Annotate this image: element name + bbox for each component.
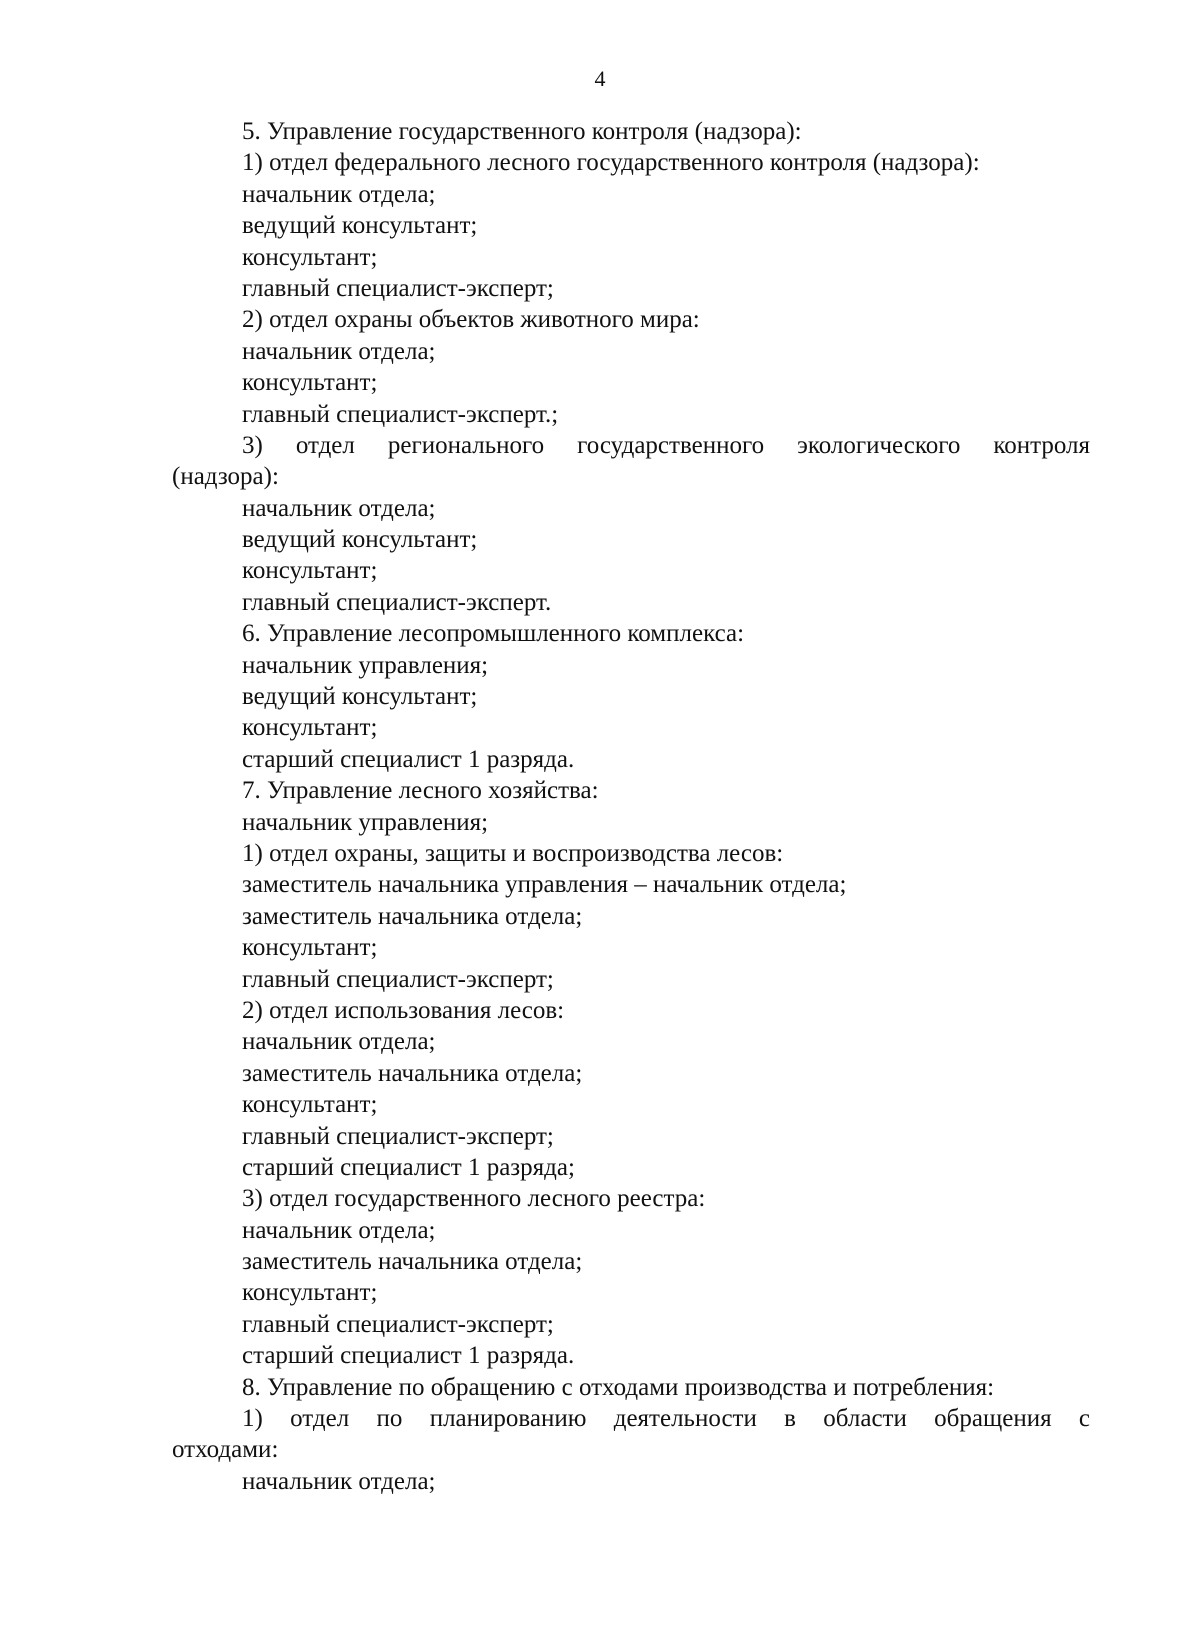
subsection-heading: 3) отдел государственного лесного реестра: (242, 1185, 706, 1213)
position-item: старший специалист 1 разряда. (242, 745, 575, 773)
section-heading-8: 8. Управление по обращению с отходами производства и потребления: (242, 1373, 995, 1401)
subsection-heading-continued: (надзора): (172, 463, 279, 491)
position-item: начальник отдела; (242, 337, 436, 365)
position-item: консультант; (242, 934, 378, 962)
position-item: консультант; (242, 243, 378, 271)
position-item: главный специалист-эксперт; (242, 1122, 554, 1150)
position-item: начальник отдела; (242, 1467, 436, 1495)
position-item: главный специалист-эксперт. (242, 588, 552, 616)
position-item: начальник отдела; (242, 1216, 436, 1244)
position-item: главный специалист-эксперт; (242, 274, 554, 302)
position-item: главный специалист-эксперт; (242, 965, 554, 993)
position-item: ведущий консультант; (242, 526, 478, 554)
section-heading-6: 6. Управление лесопромышленного комплекса: (242, 620, 745, 648)
position-item: начальник управления; (242, 808, 489, 836)
position-item: заместитель начальника отдела; (242, 1059, 583, 1087)
position-item: начальник отдела; (242, 494, 436, 522)
position-item: консультант; (242, 1279, 378, 1307)
subsection-heading-continued: отходами: (172, 1436, 279, 1464)
section-heading-5: 5. Управление государственного контроля (надзора): (242, 118, 802, 145)
position-item: ведущий консультант; (242, 212, 478, 240)
page-number: 4 (594, 66, 606, 91)
position-item: консультант; (242, 1091, 378, 1119)
position-item: начальник отдела; (242, 180, 436, 208)
position-item: старший специалист 1 разряда; (242, 1153, 575, 1181)
subsection-heading: 1) отдел охраны, защиты и воспроизводства лесов: (242, 840, 784, 867)
subsection-heading: 3) отдел регионального государственного экологического контроля (242, 431, 1090, 459)
subsection-heading: 2) отдел использования лесов: (242, 996, 565, 1024)
position-item: консультант; (242, 714, 378, 742)
document-body (172, 116, 1090, 1497)
position-item: заместитель начальника управления – начальник отдела; (242, 871, 847, 899)
position-item: консультант; (242, 369, 378, 397)
position-item: главный специалист-эксперт; (242, 1310, 554, 1338)
position-item: ведущий консультант; (242, 683, 478, 711)
position-item: старший специалист 1 разряда. (242, 1342, 575, 1370)
position-item: главный специалист-эксперт.; (242, 400, 559, 428)
position-item: заместитель начальника отдела; (242, 1248, 583, 1276)
subsection-heading: 1) отдел по планированию деятельности в области обращения с (242, 1405, 1090, 1433)
subsection-heading: 1) отдел федерального лесного государственного контроля (надзора): (242, 149, 980, 177)
position-item: начальник управления; (242, 651, 489, 679)
position-item: консультант; (242, 557, 378, 585)
section-heading-7: 7. Управление лесного хозяйства: (242, 777, 599, 805)
position-item: начальник отдела; (242, 1028, 436, 1056)
subsection-heading: 2) отдел охраны объектов животного мира: (242, 306, 700, 334)
position-item: заместитель начальника отдела; (242, 902, 583, 930)
